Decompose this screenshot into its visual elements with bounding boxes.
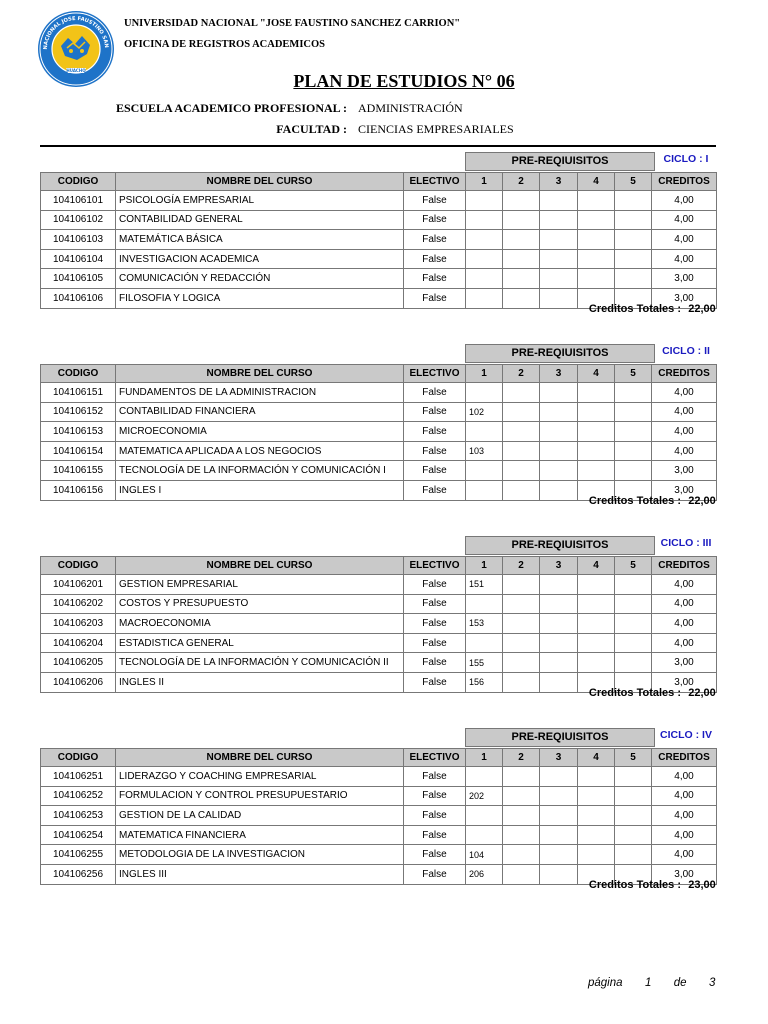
course-name: FORMULACION Y CONTROL PRESUPUESTARIO <box>116 786 404 806</box>
prereq-1-cell <box>466 210 503 230</box>
prereq-5-cell <box>615 575 652 595</box>
prereq-4-cell <box>578 210 615 230</box>
prereq-5-cell <box>615 249 652 269</box>
course-name: FUNDAMENTOS DE LA ADMINISTRACION <box>116 383 404 403</box>
course-name: GESTION DE LA CALIDAD <box>116 806 404 826</box>
table-row <box>41 575 717 595</box>
header-elective: ELECTIVO <box>404 173 466 191</box>
course-elective: False <box>404 230 466 250</box>
table-header-row <box>41 557 717 575</box>
course-name: INGLES II <box>116 672 404 692</box>
prereq-4-cell <box>578 230 615 250</box>
course-name: GESTION EMPRESARIAL <box>116 575 404 595</box>
page-current: 1 <box>644 977 652 989</box>
totals-label: Creditos Totales : <box>588 687 681 699</box>
prereq-3-cell <box>540 441 578 461</box>
prereq-header: PRE-REQIUISITOS <box>465 536 655 555</box>
prereq-2-cell <box>503 594 540 614</box>
prereq-3-cell <box>540 422 578 442</box>
totals-value: 22,00 <box>688 303 716 315</box>
table-header-row <box>41 173 717 191</box>
prereq-4-cell <box>578 825 615 845</box>
header-elective: ELECTIVO <box>404 749 466 767</box>
prereq-4-cell <box>578 461 615 481</box>
cycle-label: CICLO : I <box>663 153 709 165</box>
prereq-1-cell: 206 <box>466 864 503 884</box>
prereq-1-cell <box>466 806 503 826</box>
table-row <box>41 767 717 787</box>
totals-value: 22,00 <box>688 495 716 507</box>
prereq-3-cell <box>540 575 578 595</box>
course-code: 104106251 <box>41 767 116 787</box>
header-prereq-3: 3 <box>540 365 578 383</box>
prereq-5-cell <box>615 614 652 634</box>
totals-value: 23,00 <box>688 879 716 891</box>
prereq-1-cell <box>466 191 503 211</box>
prereq-2-cell <box>503 653 540 673</box>
table-row <box>41 383 717 403</box>
prereq-4-cell <box>578 614 615 634</box>
faculty-label: FACULTAD : <box>276 122 347 136</box>
course-credits: 4,00 <box>652 249 717 269</box>
prereq-2-cell <box>503 249 540 269</box>
prereq-5-cell <box>615 441 652 461</box>
prereq-4-cell <box>578 845 615 865</box>
prereq-4-cell <box>578 575 615 595</box>
header-credits: CREDITOS <box>652 173 717 191</box>
course-code: 104106156 <box>41 480 116 500</box>
prereq-2-cell <box>503 633 540 653</box>
course-elective: False <box>404 806 466 826</box>
header-code: CODIGO <box>41 173 116 191</box>
prereq-5-cell <box>615 633 652 653</box>
course-code: 104106103 <box>41 230 116 250</box>
prereq-4-cell <box>578 806 615 826</box>
course-elective: False <box>404 594 466 614</box>
prereq-5-cell <box>615 594 652 614</box>
prereq-5-cell <box>615 825 652 845</box>
prereq-2-cell <box>503 767 540 787</box>
course-credits: 4,00 <box>652 594 717 614</box>
course-name: LIDERAZGO Y COACHING EMPRESARIAL <box>116 767 404 787</box>
table-row <box>41 461 717 481</box>
prereq-1-cell <box>466 230 503 250</box>
prereq-header: PRE-REQIUISITOS <box>465 728 655 747</box>
table-row <box>41 249 717 269</box>
header-elective: ELECTIVO <box>404 557 466 575</box>
course-elective: False <box>404 653 466 673</box>
course-name: COMUNICACIÓN Y REDACCIÓN <box>116 269 404 289</box>
header-prereq-3: 3 <box>540 557 578 575</box>
course-code: 104106152 <box>41 402 116 422</box>
course-name: MATEMATICA APLICADA A LOS NEGOCIOS <box>116 441 404 461</box>
course-name: CONTABILIDAD GENERAL <box>116 210 404 230</box>
seal-text: NACIONAL JOSE FAUSTINO SAN <box>42 15 110 50</box>
header-prereq-5: 5 <box>615 557 652 575</box>
prereq-5-cell <box>615 786 652 806</box>
prereq-3-cell <box>540 594 578 614</box>
table-row <box>41 269 717 289</box>
prereq-1-cell <box>466 383 503 403</box>
course-credits: 3,00 <box>652 461 717 481</box>
school-value: ADMINISTRACIÓN <box>358 101 463 115</box>
course-code: 104106255 <box>41 845 116 865</box>
course-credits: 4,00 <box>652 633 717 653</box>
course-name: COSTOS Y PRESUPUESTO <box>116 594 404 614</box>
prereq-4-cell <box>578 191 615 211</box>
table-header-row <box>41 749 717 767</box>
prereq-2-cell <box>503 461 540 481</box>
header-prereq-5: 5 <box>615 749 652 767</box>
course-credits: 3,00 <box>652 480 717 500</box>
header-course-name: NOMBRE DEL CURSO <box>116 557 404 575</box>
prereq-4-cell <box>578 422 615 442</box>
header-prereq-4: 4 <box>578 365 615 383</box>
course-elective: False <box>404 461 466 481</box>
course-elective: False <box>404 614 466 634</box>
course-credits: 3,00 <box>652 672 717 692</box>
course-credits: 4,00 <box>652 825 717 845</box>
course-elective: False <box>404 441 466 461</box>
course-credits: 4,00 <box>652 383 717 403</box>
header-divider <box>40 145 716 147</box>
cycle-block <box>40 536 716 716</box>
prereq-3-cell <box>540 402 578 422</box>
course-elective: False <box>404 845 466 865</box>
prereq-3-cell <box>540 249 578 269</box>
course-code: 104106101 <box>41 191 116 211</box>
header-prereq-3: 3 <box>540 749 578 767</box>
prereq-5-cell <box>615 845 652 865</box>
course-name: FILOSOFIA Y LOGICA <box>116 288 404 308</box>
course-name: INGLES I <box>116 480 404 500</box>
course-credits: 4,00 <box>652 402 717 422</box>
prereq-3-cell <box>540 210 578 230</box>
course-elective: False <box>404 269 466 289</box>
course-code: 104106154 <box>41 441 116 461</box>
course-credits: 4,00 <box>652 786 717 806</box>
cycle-block <box>40 152 716 332</box>
course-elective: False <box>404 402 466 422</box>
table-row <box>41 191 717 211</box>
course-code: 104106155 <box>41 461 116 481</box>
prereq-3-cell <box>540 461 578 481</box>
prereq-2-cell <box>503 825 540 845</box>
prereq-1-cell <box>466 633 503 653</box>
table-header-row <box>41 365 717 383</box>
prereq-3-cell <box>540 806 578 826</box>
course-name: INVESTIGACION ACADEMICA <box>116 249 404 269</box>
course-credits: 4,00 <box>652 230 717 250</box>
course-name: TECNOLOGÍA DE LA INFORMACIÓN Y COMUNICACIÓN II <box>116 653 404 673</box>
prereq-1-cell <box>466 422 503 442</box>
totals-label: Creditos Totales : <box>588 495 681 507</box>
table-row <box>41 402 717 422</box>
prereq-2-cell <box>503 575 540 595</box>
course-credits: 4,00 <box>652 575 717 595</box>
course-elective: False <box>404 210 466 230</box>
header-code: CODIGO <box>41 557 116 575</box>
course-credits: 4,00 <box>652 767 717 787</box>
header-prereq-2: 2 <box>503 173 540 191</box>
course-name: TECNOLOGÍA DE LA INFORMACIÓN Y COMUNICACIÓN I <box>116 461 404 481</box>
course-elective: False <box>404 786 466 806</box>
totals-label: Creditos Totales : <box>588 879 681 891</box>
header-prereq-1: 1 <box>466 557 503 575</box>
prereq-header: PRE-REQIUISITOS <box>465 344 655 363</box>
prereq-4-cell <box>578 633 615 653</box>
prereq-4-cell <box>578 594 615 614</box>
header-prereq-3: 3 <box>540 173 578 191</box>
header-course-name: NOMBRE DEL CURSO <box>116 749 404 767</box>
prereq-5-cell <box>615 230 652 250</box>
prereq-2-cell <box>503 383 540 403</box>
prereq-2-cell <box>503 786 540 806</box>
prereq-1-cell <box>466 269 503 289</box>
prereq-3-cell <box>540 633 578 653</box>
prereq-2-cell <box>503 441 540 461</box>
course-credits: 4,00 <box>652 210 717 230</box>
prereq-1-cell: 155 <box>466 653 503 673</box>
cycle-label: CICLO : IV <box>660 729 712 741</box>
table-row <box>41 614 717 634</box>
table-row <box>41 786 717 806</box>
plan-title: PLAN DE ESTUDIOS N° 06 <box>293 71 515 91</box>
faculty-value: CIENCIAS EMPRESARIALES <box>358 122 514 136</box>
header-credits: CREDITOS <box>652 749 717 767</box>
prereq-3-cell <box>540 786 578 806</box>
header-elective: ELECTIVO <box>404 365 466 383</box>
course-name: MATEMATICA FINANCIERA <box>116 825 404 845</box>
course-name: MICROECONOMIA <box>116 422 404 442</box>
prereq-3-cell <box>540 269 578 289</box>
table-row <box>41 845 717 865</box>
course-code: 104106106 <box>41 288 116 308</box>
course-code: 104106153 <box>41 422 116 442</box>
course-name: METODOLOGIA DE LA INVESTIGACION <box>116 845 404 865</box>
prereq-5-cell <box>615 461 652 481</box>
prereq-4-cell <box>578 383 615 403</box>
prereq-header: PRE-REQIUISITOS <box>465 152 655 171</box>
totals-value: 22,00 <box>688 687 716 699</box>
header-code: CODIGO <box>41 749 116 767</box>
prereq-2-cell <box>503 230 540 250</box>
prereq-5-cell <box>615 653 652 673</box>
prereq-3-cell <box>540 383 578 403</box>
prereq-5-cell <box>615 767 652 787</box>
course-elective: False <box>404 633 466 653</box>
course-credits: 4,00 <box>652 191 717 211</box>
prereq-1-cell <box>466 594 503 614</box>
course-elective: False <box>404 422 466 442</box>
course-name: INGLES III <box>116 864 404 884</box>
prereq-2-cell <box>503 269 540 289</box>
prereq-1-cell: 202 <box>466 786 503 806</box>
course-code: 104106203 <box>41 614 116 634</box>
header-prereq-2: 2 <box>503 749 540 767</box>
course-name: CONTABILIDAD FINANCIERA <box>116 402 404 422</box>
course-name: MATEMÁTICA BÁSICA <box>116 230 404 250</box>
prereq-2-cell <box>503 422 540 442</box>
prereq-3-cell <box>540 230 578 250</box>
prereq-4-cell <box>578 786 615 806</box>
course-code: 104106151 <box>41 383 116 403</box>
prereq-1-cell <box>466 288 503 308</box>
prereq-3-cell <box>540 825 578 845</box>
prereq-1-cell: 104 <box>466 845 503 865</box>
course-name: PSICOLOGÍA EMPRESARIAL <box>116 191 404 211</box>
prereq-3-cell <box>540 653 578 673</box>
course-elective: False <box>404 288 466 308</box>
course-credits: 4,00 <box>652 845 717 865</box>
cycle-label: CICLO : III <box>660 537 712 549</box>
prereq-1-cell: 153 <box>466 614 503 634</box>
header-course-name: NOMBRE DEL CURSO <box>116 173 404 191</box>
course-code: 104106105 <box>41 269 116 289</box>
prereq-4-cell <box>578 249 615 269</box>
courses-table <box>40 748 717 885</box>
prereq-5-cell <box>615 210 652 230</box>
course-elective: False <box>404 672 466 692</box>
header-prereq-2: 2 <box>503 557 540 575</box>
header-credits: CREDITOS <box>652 557 717 575</box>
table-row <box>41 825 717 845</box>
prereq-5-cell <box>615 422 652 442</box>
course-code: 104106252 <box>41 786 116 806</box>
course-code: 104106253 <box>41 806 116 826</box>
prereq-5-cell <box>615 383 652 403</box>
prereq-2-cell <box>503 845 540 865</box>
header-prereq-2: 2 <box>503 365 540 383</box>
course-credits: 3,00 <box>652 653 717 673</box>
prereq-5-cell <box>615 402 652 422</box>
page-of: de <box>673 977 687 989</box>
course-credits: 3,00 <box>652 288 717 308</box>
prereq-1-cell <box>466 461 503 481</box>
table-row <box>41 230 717 250</box>
school-label: ESCUELA ACADEMICO PROFESIONAL : <box>115 101 347 115</box>
prereq-1-cell <box>466 767 503 787</box>
table-row <box>41 441 717 461</box>
university-name: UNIVERSIDAD NACIONAL "JOSE FAUSTINO SANCHEZ CARRION" <box>124 18 461 29</box>
prereq-3-cell <box>540 767 578 787</box>
course-credits: 3,00 <box>652 269 717 289</box>
prereq-2-cell <box>503 191 540 211</box>
page-indicator <box>588 977 715 989</box>
course-elective: False <box>404 249 466 269</box>
course-elective: False <box>404 191 466 211</box>
header-credits: CREDITOS <box>652 365 717 383</box>
course-code: 104106205 <box>41 653 116 673</box>
table-row <box>41 806 717 826</box>
course-code: 104106206 <box>41 672 116 692</box>
course-credits: 4,00 <box>652 441 717 461</box>
prereq-4-cell <box>578 402 615 422</box>
course-code: 104106202 <box>41 594 116 614</box>
header-prereq-5: 5 <box>615 365 652 383</box>
course-elective: False <box>404 825 466 845</box>
prereq-4-cell <box>578 767 615 787</box>
prereq-4-cell <box>578 653 615 673</box>
prereq-2-cell <box>503 614 540 634</box>
seal-city: HUACHO <box>66 68 86 73</box>
table-row <box>41 422 717 442</box>
header-prereq-4: 4 <box>578 173 615 191</box>
cycle-block <box>40 728 716 908</box>
courses-table <box>40 364 717 501</box>
table-row <box>41 594 717 614</box>
course-elective: False <box>404 383 466 403</box>
prereq-5-cell <box>615 806 652 826</box>
table-row <box>41 210 717 230</box>
prereq-1-cell <box>466 825 503 845</box>
course-elective: False <box>404 767 466 787</box>
prereq-1-cell <box>466 480 503 500</box>
prereq-3-cell <box>540 614 578 634</box>
office-name: OFICINA DE REGISTROS ACADEMICOS <box>124 39 325 50</box>
header-prereq-1: 1 <box>466 365 503 383</box>
course-name: MACROECONOMIA <box>116 614 404 634</box>
prereq-3-cell <box>540 845 578 865</box>
prereq-4-cell <box>578 441 615 461</box>
cycle-label: CICLO : II <box>662 345 710 357</box>
course-credits: 4,00 <box>652 422 717 442</box>
cycle-block <box>40 344 716 524</box>
header-prereq-1: 1 <box>466 173 503 191</box>
course-code: 104106104 <box>41 249 116 269</box>
course-code: 104106102 <box>41 210 116 230</box>
header-prereq-4: 4 <box>578 749 615 767</box>
course-credits: 3,00 <box>652 864 717 884</box>
header-prereq-1: 1 <box>466 749 503 767</box>
header-course-name: NOMBRE DEL CURSO <box>116 365 404 383</box>
course-elective: False <box>404 864 466 884</box>
prereq-1-cell: 151 <box>466 575 503 595</box>
course-name: ESTADISTICA GENERAL <box>116 633 404 653</box>
course-elective: False <box>404 480 466 500</box>
course-code: 104106204 <box>41 633 116 653</box>
header-prereq-4: 4 <box>578 557 615 575</box>
prereq-5-cell <box>615 269 652 289</box>
courses-table <box>40 556 717 693</box>
prereq-2-cell <box>503 806 540 826</box>
prereq-2-cell <box>503 402 540 422</box>
prereq-5-cell <box>615 191 652 211</box>
course-elective: False <box>404 575 466 595</box>
course-code: 104106201 <box>41 575 116 595</box>
header-code: CODIGO <box>41 365 116 383</box>
prereq-1-cell: 156 <box>466 672 503 692</box>
prereq-1-cell <box>466 249 503 269</box>
course-credits: 4,00 <box>652 806 717 826</box>
totals-label: Creditos Totales : <box>588 303 681 315</box>
prereq-1-cell: 102 <box>466 402 503 422</box>
table-row <box>41 653 717 673</box>
course-code: 104106254 <box>41 825 116 845</box>
table-row <box>41 633 717 653</box>
prereq-3-cell <box>540 191 578 211</box>
header-prereq-5: 5 <box>615 173 652 191</box>
courses-table <box>40 172 717 309</box>
page-word: página <box>588 977 623 989</box>
prereq-1-cell: 103 <box>466 441 503 461</box>
prereq-2-cell <box>503 210 540 230</box>
page-total: 3 <box>708 977 716 989</box>
course-credits: 4,00 <box>652 614 717 634</box>
prereq-4-cell <box>578 269 615 289</box>
course-code: 104106256 <box>41 864 116 884</box>
